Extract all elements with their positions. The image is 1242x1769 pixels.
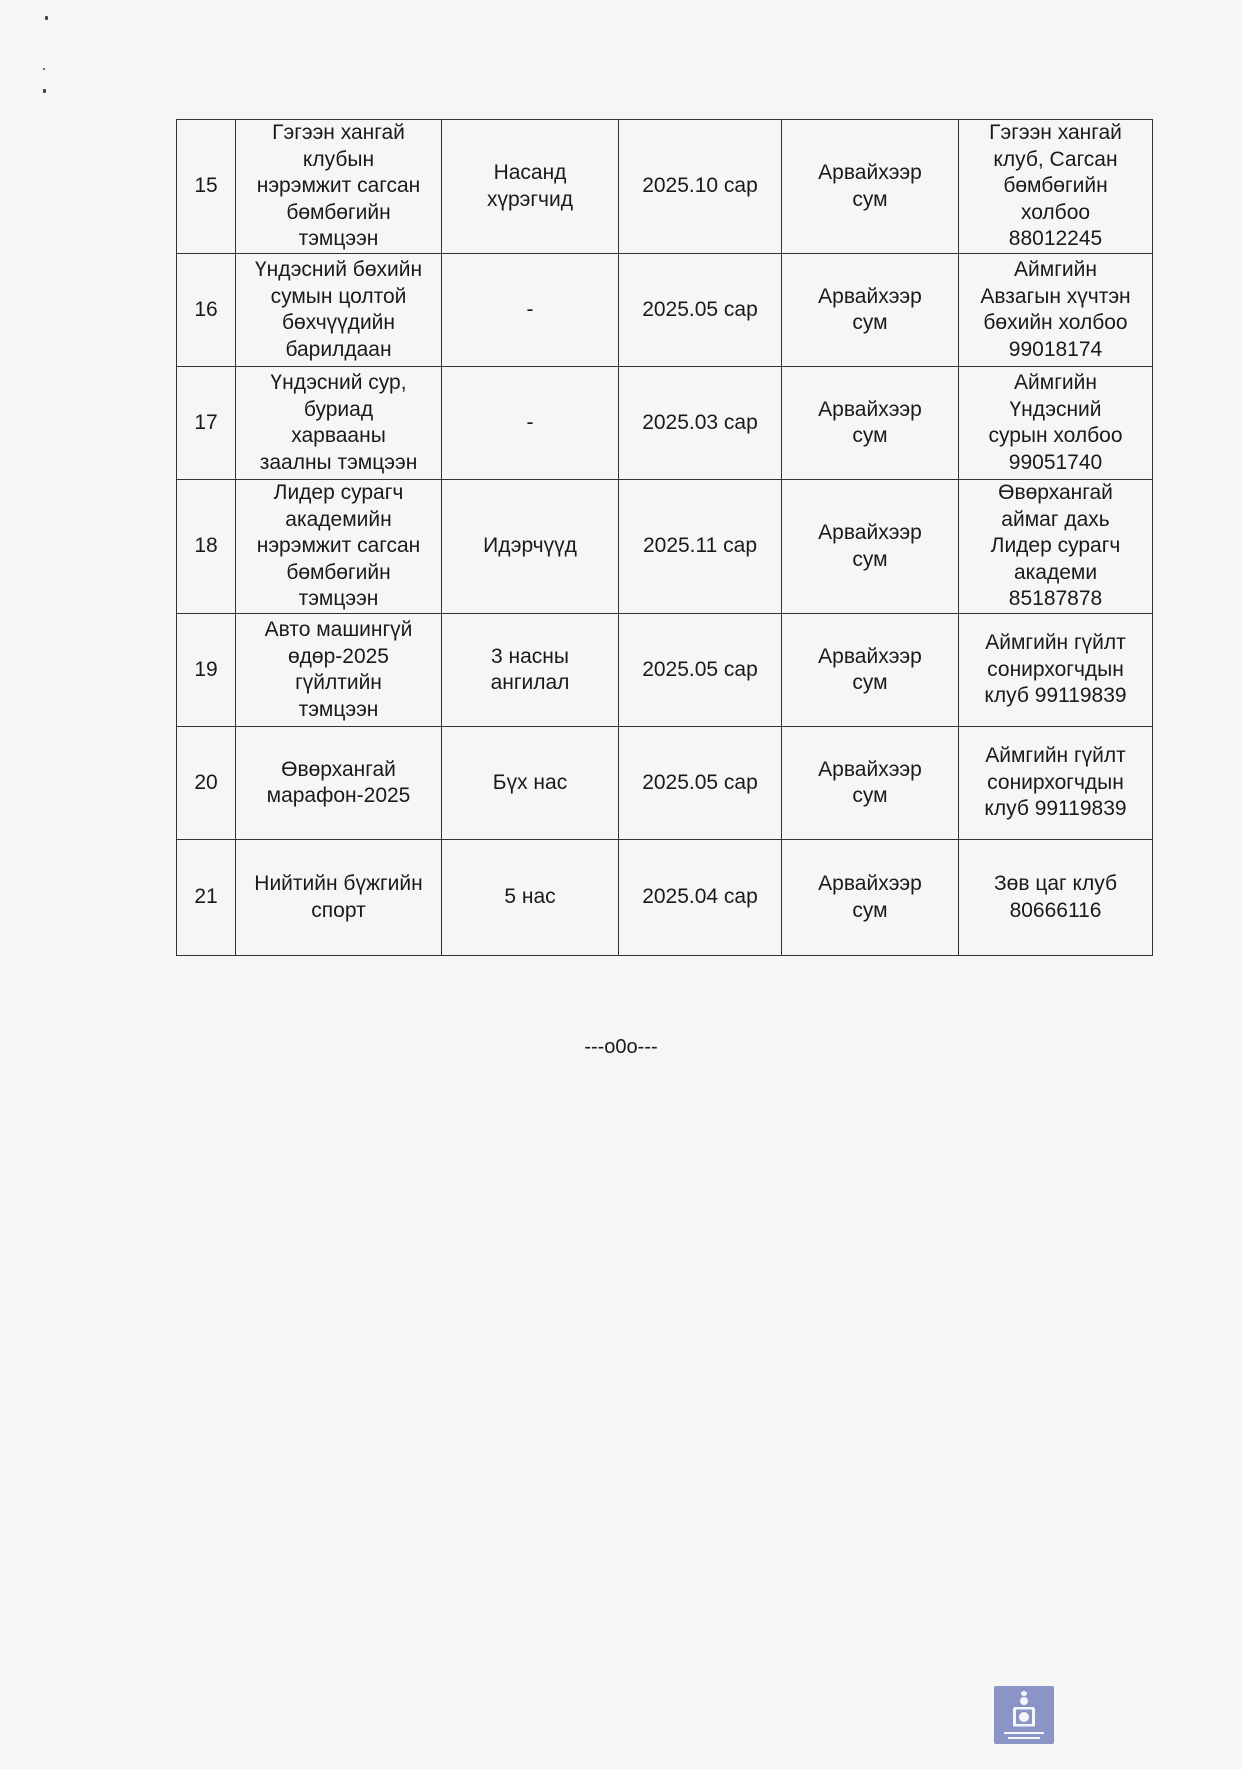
table-row — [177, 254, 1153, 367]
event-name: Гэгээн хангай клубын нэрэмжит сагсан бөмбөгийн тэмцээн — [236, 120, 442, 254]
event-name: Нийтийн бүжгийн спорт — [236, 840, 442, 956]
scan-speck — [45, 16, 48, 20]
row-number: 17 — [177, 367, 236, 480]
participants: - — [442, 367, 619, 480]
event-date: 2025.05 сар — [619, 727, 782, 840]
scan-speck — [43, 89, 46, 93]
event-date: 2025.04 сар — [619, 840, 782, 956]
event-location: Арвайхээр сум — [782, 254, 959, 367]
event-date: 2025.05 сар — [619, 254, 782, 367]
organizer: Өвөрхангай аймаг дахь Лидер сурагч академи 85187878 — [959, 480, 1153, 614]
event-name: Өвөрхангай марафон-2025 — [236, 727, 442, 840]
event-date: 2025.10 сар — [619, 120, 782, 254]
row-number: 16 — [177, 254, 236, 367]
participants: 5 нас — [442, 840, 619, 956]
table-row — [177, 614, 1153, 727]
organizer: Гэгээн хангай клуб, Сагсан бөмбөгийн холбоо 88012245 — [959, 120, 1153, 254]
event-location: Арвайхээр сум — [782, 480, 959, 614]
row-number: 20 — [177, 727, 236, 840]
row-number: 18 — [177, 480, 236, 614]
participants: Насанд хүрэгчид — [442, 120, 619, 254]
row-number: 21 — [177, 840, 236, 956]
table-row — [177, 120, 1153, 254]
row-number: 15 — [177, 120, 236, 254]
participants: 3 насны ангилал — [442, 614, 619, 727]
event-name: Үндэсний бөхийн сумын цолтой бөхчүүдийн барилдаан — [236, 254, 442, 367]
table-row — [177, 367, 1153, 480]
event-date: 2025.05 сар — [619, 614, 782, 727]
table-row — [177, 480, 1153, 614]
event-name: Үндэсний сур, буриад харвааны заалны тэмцээн — [236, 367, 442, 480]
event-location: Арвайхээр сум — [782, 367, 959, 480]
organizer: Аймгийн Авзагын хүчтэн бөхийн холбоо 99018174 — [959, 254, 1153, 367]
end-mark: ---o0o--- — [584, 1036, 658, 1058]
organizer: Аймгийн Үндэсний сурын холбоо 99051740 — [959, 367, 1153, 480]
event-location: Арвайхээр сум — [782, 614, 959, 727]
organizer: Аймгийн гүйлт сонирхогчдын клуб 99119839 — [959, 614, 1153, 727]
table-row — [177, 727, 1153, 840]
organizer: Аймгийн гүйлт сонирхогчдын клуб 99119839 — [959, 727, 1153, 840]
row-number: 19 — [177, 614, 236, 727]
event-location: Арвайхээр сум — [782, 120, 959, 254]
participants: Идэрчүүд — [442, 480, 619, 614]
participants: - — [442, 254, 619, 367]
event-name: Лидер сурагч академийн нэрэмжит сагсан бөмбөгийн тэмцээн — [236, 480, 442, 614]
organizer: Зөв цаг клуб 80666116 — [959, 840, 1153, 956]
event-date: 2025.03 сар — [619, 367, 782, 480]
event-location: Арвайхээр сум — [782, 840, 959, 956]
event-name: Авто машингүй өдөр-2025 гүйлтийн тэмцээн — [236, 614, 442, 727]
soyombo-seal-icon — [994, 1686, 1054, 1744]
scan-speck — [43, 68, 45, 70]
participants: Бүх нас — [442, 727, 619, 840]
event-location: Арвайхээр сум — [782, 727, 959, 840]
table-row — [177, 840, 1153, 956]
events-table — [176, 119, 1153, 956]
event-date: 2025.11 сар — [619, 480, 782, 614]
